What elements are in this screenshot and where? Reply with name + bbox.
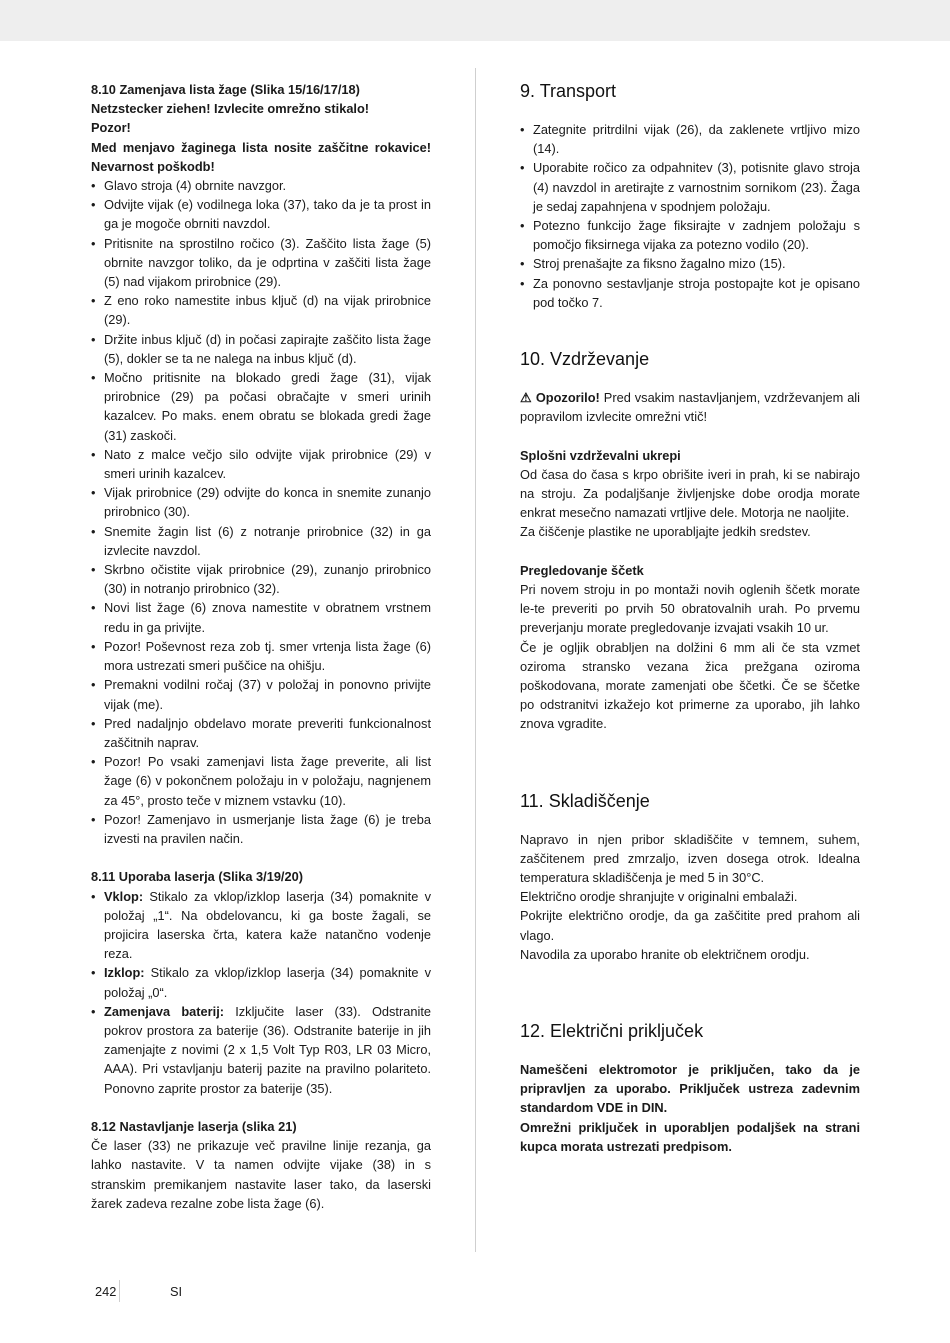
brush-check-subheading: Pregledovanje ščetk <box>520 562 644 578</box>
list-item: • Pozor! Po vsaki zamenjavi lista žage preverite, ali list žage (6) v pokončnem položaju in v položaju, nagnjenem za 45°, prosto teče v miznem vstavku (10). <box>91 752 431 810</box>
list-item: • Snemite žagin list (6) z notranje prirobnice (32) in ga izvlecite navzdol. <box>91 522 431 560</box>
list-item: • Glavo stroja (4) obrnite navzgor. <box>91 176 431 195</box>
storage-text-1: Napravo in njen pribor skladiščite v temnem, suhem, zaščitenem pred zmrzaljo, izven dosega otrok. Idealna temperatura skladiščenja je med 5 in 30°C. <box>520 831 860 886</box>
maintenance-text-1: Od časa do časa s krpo obrišite iveri in prah, ki se nabirajo na stroju. Za podaljšanje življenjske dobe orodja morate enkrat mesečno namazati vrtljive dele. Motorja ne naoljite. <box>520 466 860 521</box>
maintenance-text-2: Za čiščenje plastike ne uporabljajte jedkih sredstev. <box>520 524 811 540</box>
warning-unplug: Netzstecker ziehen! Izvlecite omrežno stikalo! <box>91 101 370 117</box>
storage-text-4: Navodila za uporabo hranite ob električnem orodju. <box>520 946 810 962</box>
section-10-heading: 10. Vzdrževanje <box>520 349 650 370</box>
list-item: • Zamenjava baterij: Izključite laser (33). Odstranite pokrov prostora za baterije (36). Odstranite baterije in jih zamenjajte z novimi (2 x 1,5 Volt Typ R03, LR 03 Micro, AAA). Pri vstavljanju baterij pazite na pravilno polariteto. Ponovno zaprite prostor za baterije (35). <box>91 1002 431 1098</box>
list-item: • Pred nadaljnjo obdelavo morate preveriti funkcionalnost zaščitnih naprav. <box>91 714 431 752</box>
storage-text-3: Pokrijte električno orodje, da ga zaščitite pred prahom ali vlago. <box>520 908 860 943</box>
section-9-heading: 9. Transport <box>520 81 617 101</box>
list-item: • Pritisnite na sprostilno ročico (3). Zaščito lista žage (5) obrnite navzgor toliko, da je odprtina v zaščiti lista žage (5) nad vijakom prirobnice (29). <box>91 234 431 292</box>
electrical-text-1: Nameščeni elektromotor je priključen, tako da je pripravljen za uporabo. Priključek ustreza zadevnim standardom VDE in DIN. <box>520 1062 860 1116</box>
general-maintenance-subheading: Splošni vzdrževalni ukrepi <box>520 447 681 463</box>
list-item: • Močno pritisnite na blokado gredi žage (31), vijak prirobnice (29) pa počasi obračajte v smeri urinih kazalcev. Po maks. enem obratu se blokada gredi žage (31) zaskoči. <box>91 368 431 445</box>
list-item: • Zategnite pritrdilni vijak (26), da zaklenete vrtljivo mizo (14). <box>520 120 860 158</box>
maintenance-warning: ⚠ Opozorilo! Pred vsakim nastavljanjem, vzdrževanjem ali popravilom izvlecite omrežni vtič! <box>520 390 860 425</box>
language-code: SI <box>170 1284 183 1299</box>
left-column <box>91 80 431 1213</box>
list-item: • Premakni vodilni ročaj (37) v položaj in ponovno privijte vijak (me). <box>91 675 431 713</box>
list-item: • Odvijte vijak (e) vodilnega loka (37), tako da je ta prost in ga je mogoče obrniti navzdol. <box>91 195 431 233</box>
section-8-10-heading: 8.10 Zamenjava lista žage (Slika 15/16/17/18) <box>91 82 360 97</box>
transport-steps <box>520 120 860 312</box>
electrical-text-2: Omrežni priključek in uporabljen podaljšek na strani kupca morata ustrezati predpisom. <box>520 1119 860 1154</box>
list-item: • Za ponovno sestavljanje stroja postopajte kot je opisano pod točko 7. <box>520 274 860 312</box>
list-item: • Z eno roko namestite inbus ključ (d) na vijak prirobnice (29). <box>91 291 431 329</box>
brush-text-1: Pri novem stroju in po montaži novih oglenih ščetk morate le-te preveriti po prvih 50 obratovalnih urah. Po prvemu preverjanju morate pregledovanje izvajati vsakih 10 ur. <box>520 582 860 636</box>
footer-divider <box>119 1280 120 1302</box>
blade-change-steps <box>91 176 431 848</box>
list-item: • Uporabite ročico za odpahnitev (3), potisnite glavo stroja (4) navzdol in aretirajte z varnostnim sornikom (23). Žaga je sedaj zapahnjena v spodnjem položaju. <box>520 158 860 216</box>
laser-adjust-text: Če laser (33) ne prikazuje več pravilne linije rezanja, ga lahko nastavite. V ta namen odvijte vijake (38) in s stranskim premikanjem nastavite laser tako, da laserski žarek zadeva rezalne zobe lista žage (6). <box>91 1138 431 1211</box>
list-item: • Držite inbus ključ (d) in počasi zapirajte zaščito lista žage (5), dokler se ta ne nalega na inbus ključ (d). <box>91 330 431 368</box>
list-item: • Izklop: Stikalo za vklop/izklop laserja (34) pomaknite v položaj „0“. <box>91 963 431 1001</box>
warning-gloves: Med menjavo žaginega lista nosite zaščitne rokavice! Nevarnost poškodb! <box>91 139 431 174</box>
list-item: • Vklop: Stikalo za vklop/izklop laserja (34) pomaknite v položaj „1“. Na obdelovancu, ki ga boste žagali, se projicira laserska črta, katera kaže natančno vodenje reza. <box>91 887 431 964</box>
laser-usage-list <box>91 887 431 1098</box>
column-divider <box>475 68 476 1252</box>
section-12-heading: 12. Električni priključek <box>520 1021 704 1042</box>
section-8-11-heading: 8.11 Uporaba laserja (Slika 3/19/20) <box>91 869 303 885</box>
list-item: • Pozor! Zamenjavo in usmerjanje lista žage (6) je treba izvesti na pravilen način. <box>91 810 431 848</box>
page-number: 242 <box>95 1284 117 1299</box>
brush-text-2: Če je ogljik obrabljen na dolžini 6 mm ali če sta vzmet oziroma stransko vezana žica prežgana oziroma poškodovana, morate zamenjati obe ščetki. Če se ščetke po odstranitvi izkažejo kot primerne za uporabo, jih lahko znova vgradite. <box>520 639 860 732</box>
list-item: • Nato z malce večjo silo odvijte vijak prirobnice (29) v smeri urinih kazalcev. <box>91 445 431 483</box>
list-item: • Potezno funkcijo žage fiksirajte v zadnjem položaju s pomočjo fiksirnega vijaka za potezno vodilo (20). <box>520 216 860 254</box>
list-item: • Vijak prirobnice (29) odvijte do konca in snemite zunanjo prirobnico (30). <box>91 483 431 521</box>
warning-attention: Pozor! <box>91 120 131 136</box>
list-item: • Stroj prenašajte za fiksno žagalno mizo (15). <box>520 254 860 273</box>
warning-triangle-icon: ⚠ <box>520 390 532 406</box>
storage-text-2: Električno orodje shranjujte v originalni embalaži. <box>520 889 798 905</box>
section-11-heading: 11. Skladiščenje <box>520 790 650 811</box>
list-item: • Novi list žage (6) znova namestite v obratnem vrstnem redu in ga privijte. <box>91 598 431 636</box>
list-item: • Skrbno očistite vijak prirobnice (29), zunanjo prirobnico (30) in notranjo prirobnico (32). <box>91 560 431 598</box>
right-column <box>520 80 860 1156</box>
section-8-12-heading: 8.12 Nastavljanje laserja (slika 21) <box>91 1118 297 1134</box>
list-item: • Pozor! Poševnost reza zob tj. smer vrtenja lista žage (6) mora ustrezati smeri puščice na ohišju. <box>91 637 431 675</box>
top-bar <box>0 0 950 41</box>
